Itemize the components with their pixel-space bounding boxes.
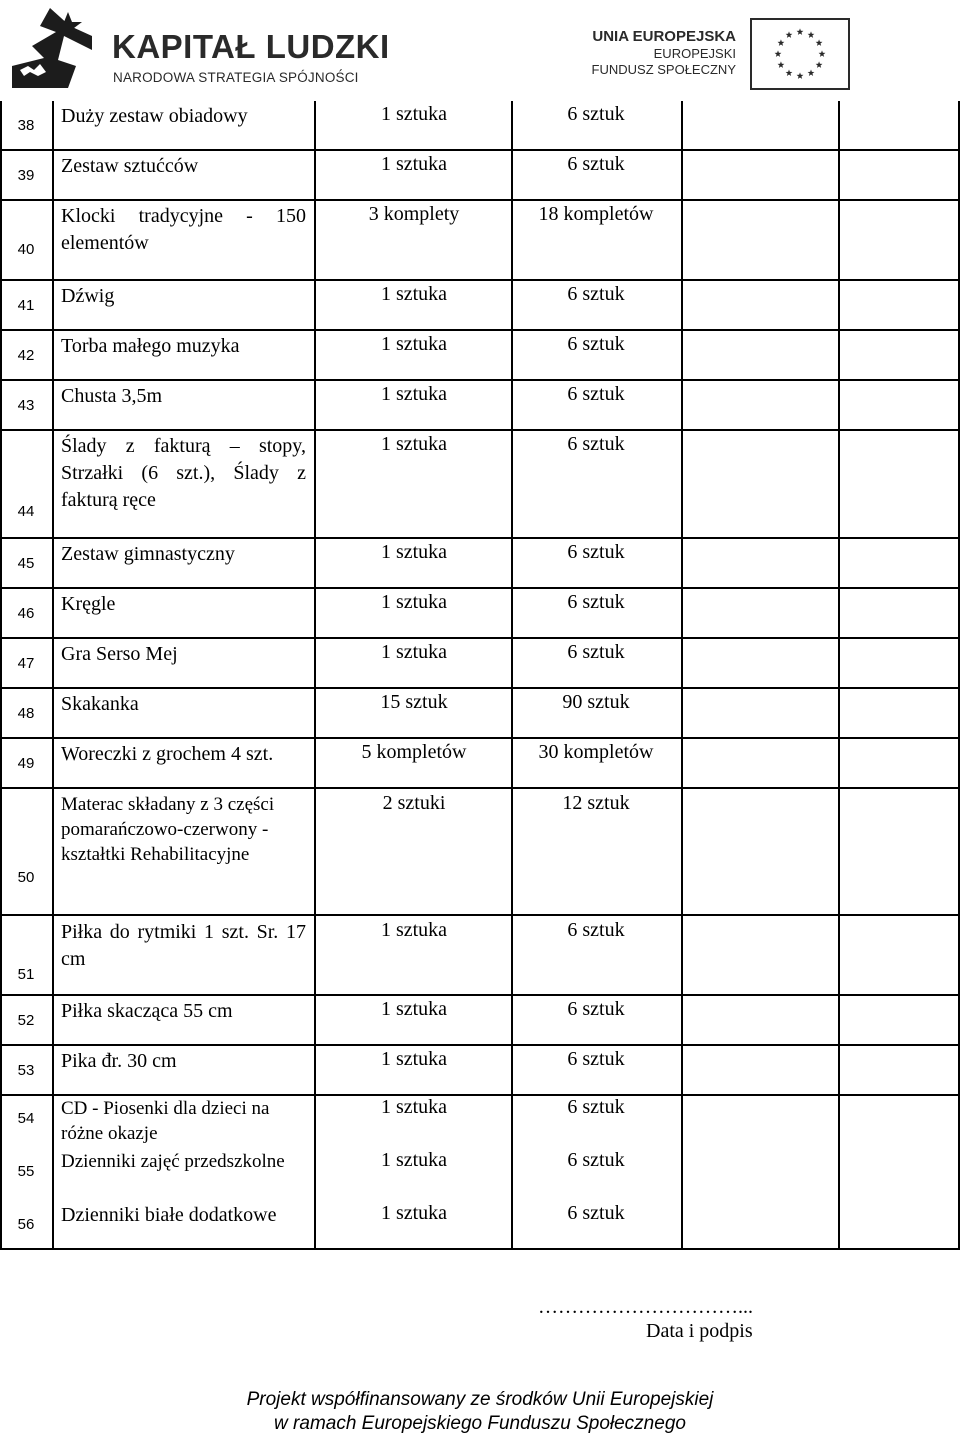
column-divider — [52, 101, 54, 1250]
item-name: Kręgle — [61, 593, 116, 615]
row-number: 44 — [17, 503, 35, 520]
table-row — [0, 201, 960, 281]
item-unit-quantity: 2 sztuki — [382, 792, 446, 814]
item-total-quantity: 90 sztuk — [562, 691, 630, 713]
row-number: 42 — [17, 347, 35, 364]
item-total-quantity: 6 sztuk — [567, 433, 625, 455]
table-row — [0, 789, 960, 916]
column-divider — [511, 101, 513, 1250]
table-row — [0, 1046, 960, 1096]
row-number: 49 — [17, 755, 35, 772]
row-number: 40 — [17, 241, 35, 258]
item-name: Woreczki z grochem 4 szt. — [61, 743, 274, 765]
row-number: 46 — [17, 605, 35, 622]
logo-subtitle: NARODOWA STRATEGIA SPÓJNOŚCI — [113, 70, 359, 85]
table-row — [0, 639, 960, 689]
row-number: 45 — [17, 555, 35, 572]
item-total-quantity: 12 sztuk — [562, 792, 630, 814]
column-divider — [314, 101, 316, 1250]
item-unit-quantity: 1 sztuka — [380, 283, 448, 305]
table-row — [0, 151, 960, 201]
item-unit-quantity: 5 kompletów — [361, 741, 467, 763]
table-row — [0, 1202, 960, 1248]
item-unit-quantity: 3 komplety — [368, 203, 460, 225]
item-name: Piłka skacząca 55 cm — [61, 1000, 233, 1022]
item-name: Klocki tradycyjne - 150 elementów — [61, 205, 306, 254]
item-total-quantity: 6 sztuk — [567, 998, 625, 1020]
item-total-quantity: 6 sztuk — [567, 153, 625, 175]
item-name: Dzienniki białe dodatkowe — [61, 1204, 277, 1226]
row-number: 48 — [17, 705, 35, 722]
eu-logo-line2: EUROPEJSKI — [653, 46, 736, 61]
item-name: Dzienniki zajęć przedszkolne — [61, 1151, 285, 1172]
item-name: Zestaw sztućców — [61, 155, 199, 177]
row-number: 38 — [17, 117, 35, 134]
row-number: 52 — [17, 1012, 35, 1029]
item-total-quantity: 6 sztuk — [567, 1048, 625, 1070]
item-total-quantity: 6 sztuk — [567, 1096, 625, 1118]
item-name: Ślady z fakturą – stopy, Strzałki (6 szt.), Ślady z fakturą ręce — [61, 435, 306, 511]
column-divider — [0, 101, 2, 1250]
row-number: 47 — [17, 655, 35, 672]
table-row — [0, 281, 960, 331]
item-unit-quantity: 1 sztuka — [380, 1096, 448, 1118]
item-unit-quantity: 1 sztuka — [380, 1048, 448, 1070]
item-unit-quantity: 1 sztuka — [380, 153, 448, 175]
footer-line1: Projekt współfinansowany ze środków Unii Europejskiej — [246, 1389, 714, 1410]
row-number: 43 — [17, 397, 35, 414]
row-number: 50 — [17, 869, 35, 886]
item-unit-quantity: 1 sztuka — [380, 1149, 448, 1171]
item-total-quantity: 6 sztuk — [567, 383, 625, 405]
item-unit-quantity: 1 sztuka — [380, 541, 448, 563]
item-name: Materac składany z 3 części pomarańczowo-czerwony -kształtki Rehabilitacyjne — [61, 794, 275, 865]
item-name: Skakanka — [61, 693, 139, 715]
eu-logo-line1: UNIA EUROPEJSKA — [592, 28, 736, 45]
table-row — [0, 431, 960, 539]
item-total-quantity: 6 sztuk — [567, 541, 625, 563]
item-name: Duży zestaw obiadowy — [61, 105, 248, 127]
item-name: Chusta 3,5m — [61, 385, 163, 407]
item-unit-quantity: 1 sztuka — [380, 383, 448, 405]
item-unit-quantity: 1 sztuka — [380, 103, 448, 125]
column-divider — [681, 101, 683, 1250]
item-name: Zestaw gimnastyczny — [61, 543, 235, 565]
row-number: 53 — [17, 1062, 35, 1079]
item-unit-quantity: 1 sztuka — [380, 998, 448, 1020]
row-number: 39 — [17, 167, 35, 184]
item-unit-quantity: 1 sztuka — [380, 1202, 448, 1224]
item-unit-quantity: 15 sztuk — [380, 691, 448, 713]
signature-line: …………………………... — [538, 1296, 753, 1318]
item-unit-quantity: 1 sztuka — [380, 919, 448, 941]
row-number: 56 — [17, 1216, 35, 1233]
item-total-quantity: 18 kompletów — [538, 203, 654, 225]
item-unit-quantity: 1 sztuka — [380, 641, 448, 663]
table-row — [0, 1149, 960, 1202]
table-row — [0, 689, 960, 739]
footer-line2: w ramach Europejskiego Funduszu Społecznego — [274, 1413, 686, 1434]
table-row — [0, 101, 960, 151]
eu-logo-text — [592, 28, 736, 78]
table-row — [0, 331, 960, 381]
table-row — [0, 916, 960, 996]
kapital-ludzki-emblem-icon — [10, 6, 94, 90]
item-total-quantity: 6 sztuk — [567, 591, 625, 613]
item-total-quantity: 6 sztuk — [567, 641, 625, 663]
item-name: Dźwig — [61, 285, 115, 307]
item-name: Pika đr. 30 cm — [61, 1050, 177, 1072]
item-name: Piłka do rytmiki 1 szt. Sr. 17 cm — [61, 921, 306, 970]
item-name: Gra Serso Mej — [61, 643, 178, 665]
table-row — [0, 1096, 960, 1149]
item-total-quantity: 6 sztuk — [567, 103, 625, 125]
item-name: CD - Piosenki dla dzieci na różne okazje — [61, 1098, 270, 1144]
item-total-quantity: 30 kompletów — [538, 741, 654, 763]
table-row — [0, 589, 960, 639]
footer — [0, 1388, 960, 1436]
table-row — [0, 539, 960, 589]
eu-logo — [590, 18, 860, 93]
logo-name: KAPITAŁ LUDZKI — [112, 28, 390, 65]
row-number: 54 — [17, 1110, 35, 1127]
table-row — [0, 996, 960, 1046]
item-total-quantity: 6 sztuk — [567, 1202, 625, 1224]
signature-label: Data i podpis — [646, 1320, 753, 1342]
row-number: 51 — [17, 966, 35, 983]
item-total-quantity: 6 sztuk — [567, 333, 625, 355]
item-name: Torba małego muzyka — [61, 335, 240, 357]
table-row — [0, 739, 960, 789]
table-row — [0, 381, 960, 431]
item-unit-quantity: 1 sztuka — [380, 433, 448, 455]
item-unit-quantity: 1 sztuka — [380, 591, 448, 613]
eu-flag-icon — [750, 18, 850, 90]
item-unit-quantity: 1 sztuka — [380, 333, 448, 355]
column-divider — [838, 101, 840, 1250]
eu-logo-line3: FUNDUSZ SPOŁECZNY — [591, 62, 736, 77]
kapital-ludzki-logo — [10, 6, 390, 90]
item-total-quantity: 6 sztuk — [567, 1149, 625, 1171]
row-number: 41 — [17, 297, 35, 314]
table-bottom-border — [0, 1248, 960, 1250]
item-total-quantity: 6 sztuk — [567, 283, 625, 305]
row-number: 55 — [17, 1163, 35, 1180]
item-total-quantity: 6 sztuk — [567, 919, 625, 941]
